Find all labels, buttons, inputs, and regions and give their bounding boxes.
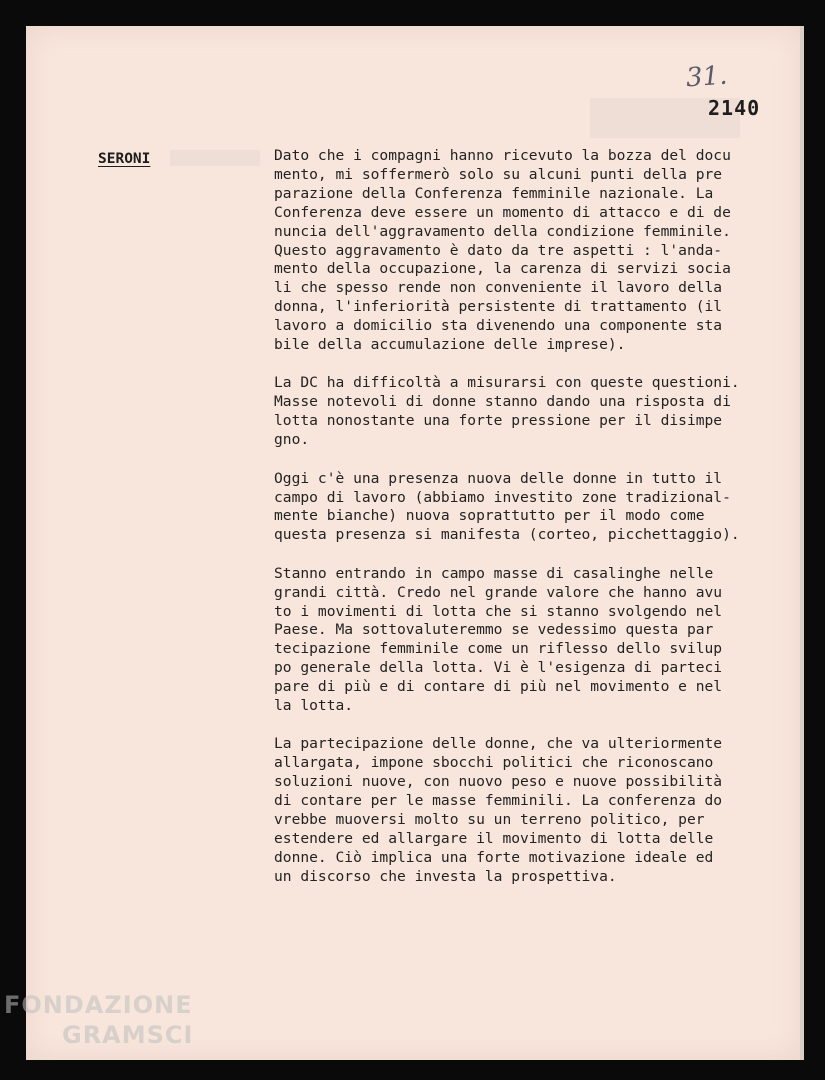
text-line: di contare per le masse femminili. La conferenza do [274,792,723,810]
text-line: soluzioni nuove, con nuovo peso e nuove possibilità [274,773,723,791]
text-line: nuncia dell'aggravamento della condizione femminile. [274,222,731,240]
text-line: Paese. Ma sottovaluteremmo se vedessimo questa par [274,621,714,639]
text-line: allargata, impone sbocchi politici che riconoscano [274,754,714,772]
text-line: parazione della Conferenza femminile nazionale. La [274,184,714,202]
text-line: Stanno entrando in campo masse di casalinghe nelle [274,564,714,582]
document-body [274,147,779,906]
text-line: donna, l'inferiorità persistente di trattamento (il [274,298,723,316]
text-line: grandi città. Credo nel grande valore che hanno avu [274,583,723,601]
text-line: gno. [274,431,310,449]
text-line: Oggi c'è una presenza nuova delle donne in tutto il [274,469,723,487]
paragraph [274,147,779,355]
paragraph [274,735,779,886]
text-line: La DC ha difficoltà a misurarsi con queste questioni. [274,374,740,392]
text-line: mente bianche) nuova soprattutto per il modo come [274,507,705,525]
text-line: La partecipazione delle donne, che va ulteriormente [274,735,723,753]
paragraph [274,470,779,546]
text-line: lotta nonostante una forte pressione per il disimpe [274,412,723,430]
text-line: questa presenza si manifesta (corteo, picchettaggio). [274,526,740,544]
page-edge [800,26,804,1060]
text-line: pare di più e di contare di più nel movimento e nel [274,678,723,696]
fondazione-gramsci-watermark [4,990,193,1050]
speaker-name: SERONI [98,151,151,167]
text-line: campo di lavoro (abbiamo investito zone tradizional- [274,488,731,506]
paragraph [274,374,779,450]
handwritten-folio-number: 31. [685,60,729,94]
text-line: donne. Ciò implica una forte motivazione ideale ed [274,848,714,866]
watermark-line-1: FONDAZIONE [4,991,193,1019]
text-line: estendere ed allargare il movimento di lotta delle [274,830,714,847]
text-line: bile della accumulazione delle imprese). [274,336,626,354]
page-number: 2140 [708,96,761,120]
text-line: li che spesso rende non conveniente il lavoro della [274,279,723,297]
text-line: vrebbe muoversi molto su un terreno politico, per [274,811,705,829]
text-line: Dato che i compagni hanno ricevuto la bozza del docu [274,147,731,164]
text-line: tecipazione femminile come un riflesso dello svilup [274,640,723,658]
text-line: lavoro a domicilio sta divenendo una componente sta [274,317,723,335]
text-line: mento della occupazione, la carenza di servizi socia [274,260,731,278]
text-line: Masse notevoli di donne stanno dando una risposta di [274,393,731,411]
paragraph [274,565,779,716]
text-line: Conferenza deve essere un momento di attacco e di de [274,203,731,221]
watermark-line-2: GRAMSCI [62,1021,194,1049]
text-line: Questo aggravamento è dato da tre aspetti : l'anda- [274,241,723,259]
text-line: po generale della lotta. Vi è l'esigenza di parteci [274,659,723,677]
text-line: mento, mi soffermerò solo su alcuni punti della pre [274,165,723,183]
text-line: to i movimenti di lotta che si stanno svolgendo nel [274,602,723,620]
text-line: un discorso che investa la prospettiva. [274,867,617,885]
text-line: la lotta. [274,697,354,715]
